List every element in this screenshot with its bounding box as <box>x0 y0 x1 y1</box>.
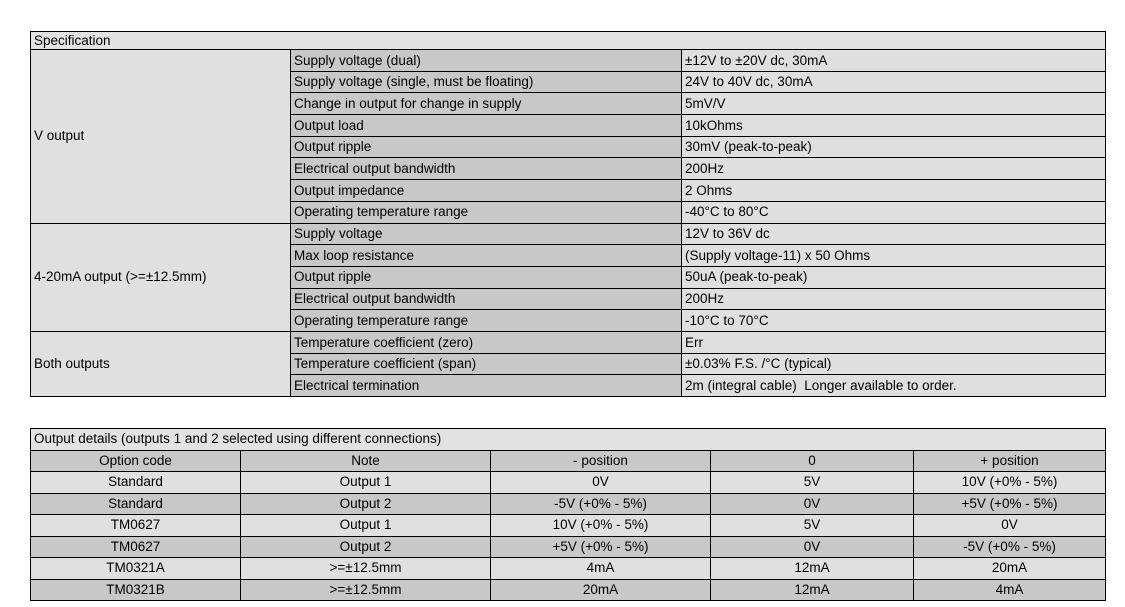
output-cell: Standard <box>31 472 241 494</box>
output-cell: 0V <box>914 515 1106 537</box>
output-table-body <box>31 429 1106 601</box>
output-cell: TM0321A <box>31 558 241 580</box>
output-table-title-row <box>31 429 1106 451</box>
spec-value: 2 Ohms <box>682 180 1106 202</box>
output-cell: 4mA <box>491 558 711 580</box>
spec-value: 24V to 40V dc, 30mA <box>682 71 1106 93</box>
spec-param: Output load <box>291 115 682 137</box>
spec-value: ±12V to ±20V dc, 30mA <box>682 50 1106 72</box>
output-cell: >=±12.5mm <box>241 579 491 601</box>
output-column-header: + position <box>914 450 1106 472</box>
spec-param: Operating temperature range <box>291 310 682 332</box>
spec-row <box>31 223 1106 245</box>
output-cell: TM0627 <box>31 536 241 558</box>
spec-value: 5mV/V <box>682 93 1106 115</box>
output-row <box>31 579 1106 601</box>
spec-value: 200Hz <box>682 158 1106 180</box>
spec-value: -10°C to 70°C <box>682 310 1106 332</box>
spec-value: -40°C to 80°C <box>682 201 1106 223</box>
spec-param: Electrical output bandwidth <box>291 288 682 310</box>
spec-table-title-row <box>31 32 1106 50</box>
spec-param: Max loop resistance <box>291 245 682 267</box>
spec-group-label: V output <box>31 50 291 224</box>
output-column-header: 0 <box>711 450 914 472</box>
output-cell: 0V <box>711 493 914 515</box>
spec-param: Output ripple <box>291 136 682 158</box>
spec-value: 2m (integral cable) Longer available to order. <box>682 375 1106 397</box>
spec-param: Electrical termination <box>291 375 682 397</box>
spec-param: Supply voltage (dual) <box>291 50 682 72</box>
specification-table <box>30 31 1106 397</box>
output-cell: Output 2 <box>241 536 491 558</box>
output-cell: >=±12.5mm <box>241 558 491 580</box>
spec-param: Electrical output bandwidth <box>291 158 682 180</box>
output-cell: 12mA <box>711 558 914 580</box>
output-cell: -5V (+0% - 5%) <box>914 536 1106 558</box>
output-column-header: Option code <box>31 450 241 472</box>
output-column-header: Note <box>241 450 491 472</box>
output-cell: TM0627 <box>31 515 241 537</box>
output-cell: +5V (+0% - 5%) <box>491 536 711 558</box>
spec-param: Change in output for change in supply <box>291 93 682 115</box>
spec-param: Operating temperature range <box>291 201 682 223</box>
spec-value: (Supply voltage-11) x 50 Ohms <box>682 245 1106 267</box>
output-cell: 20mA <box>491 579 711 601</box>
spec-row <box>31 50 1106 72</box>
output-cell: Output 1 <box>241 472 491 494</box>
spec-table-title: Specification <box>31 32 1106 50</box>
spec-param: Temperature coefficient (span) <box>291 353 682 375</box>
output-cell: 10V (+0% - 5%) <box>914 472 1106 494</box>
output-cell: Output 2 <box>241 493 491 515</box>
spec-value: Err <box>682 331 1106 353</box>
output-cell: Standard <box>31 493 241 515</box>
spec-param: Output impedance <box>291 180 682 202</box>
output-row <box>31 515 1106 537</box>
spec-row <box>31 331 1106 353</box>
output-cell: -5V (+0% - 5%) <box>491 493 711 515</box>
output-cell: 0V <box>711 536 914 558</box>
output-cell: TM0321B <box>31 579 241 601</box>
output-cell: 10V (+0% - 5%) <box>491 515 711 537</box>
output-cell: 4mA <box>914 579 1106 601</box>
output-cell: Output 1 <box>241 515 491 537</box>
output-table-title: Output details (outputs 1 and 2 selected using different connections) <box>31 429 1106 451</box>
output-row <box>31 536 1106 558</box>
output-row <box>31 558 1106 580</box>
spec-value: 30mV (peak-to-peak) <box>682 136 1106 158</box>
spec-param: Supply voltage <box>291 223 682 245</box>
spec-param: Supply voltage (single, must be floating) <box>291 71 682 93</box>
output-row <box>31 493 1106 515</box>
output-cell: +5V (+0% - 5%) <box>914 493 1106 515</box>
output-column-header: - position <box>491 450 711 472</box>
spec-value: ±0.03% F.S. /°C (typical) <box>682 353 1106 375</box>
spec-value: 12V to 36V dc <box>682 223 1106 245</box>
spec-table-body <box>31 32 1106 397</box>
output-table-header-row <box>31 450 1106 472</box>
output-cell: 5V <box>711 515 914 537</box>
spec-param: Temperature coefficient (zero) <box>291 331 682 353</box>
spec-value: 10kOhms <box>682 115 1106 137</box>
spec-group-label: Both outputs <box>31 331 291 396</box>
output-cell: 0V <box>491 472 711 494</box>
spec-value: 50uA (peak-to-peak) <box>682 266 1106 288</box>
spec-group-label: 4-20mA output (>=±12.5mm) <box>31 223 291 331</box>
spec-param: Output ripple <box>291 266 682 288</box>
output-cell: 20mA <box>914 558 1106 580</box>
output-details-table <box>30 428 1106 601</box>
output-cell: 12mA <box>711 579 914 601</box>
spec-value: 200Hz <box>682 288 1106 310</box>
output-cell: 5V <box>711 472 914 494</box>
output-row <box>31 472 1106 494</box>
